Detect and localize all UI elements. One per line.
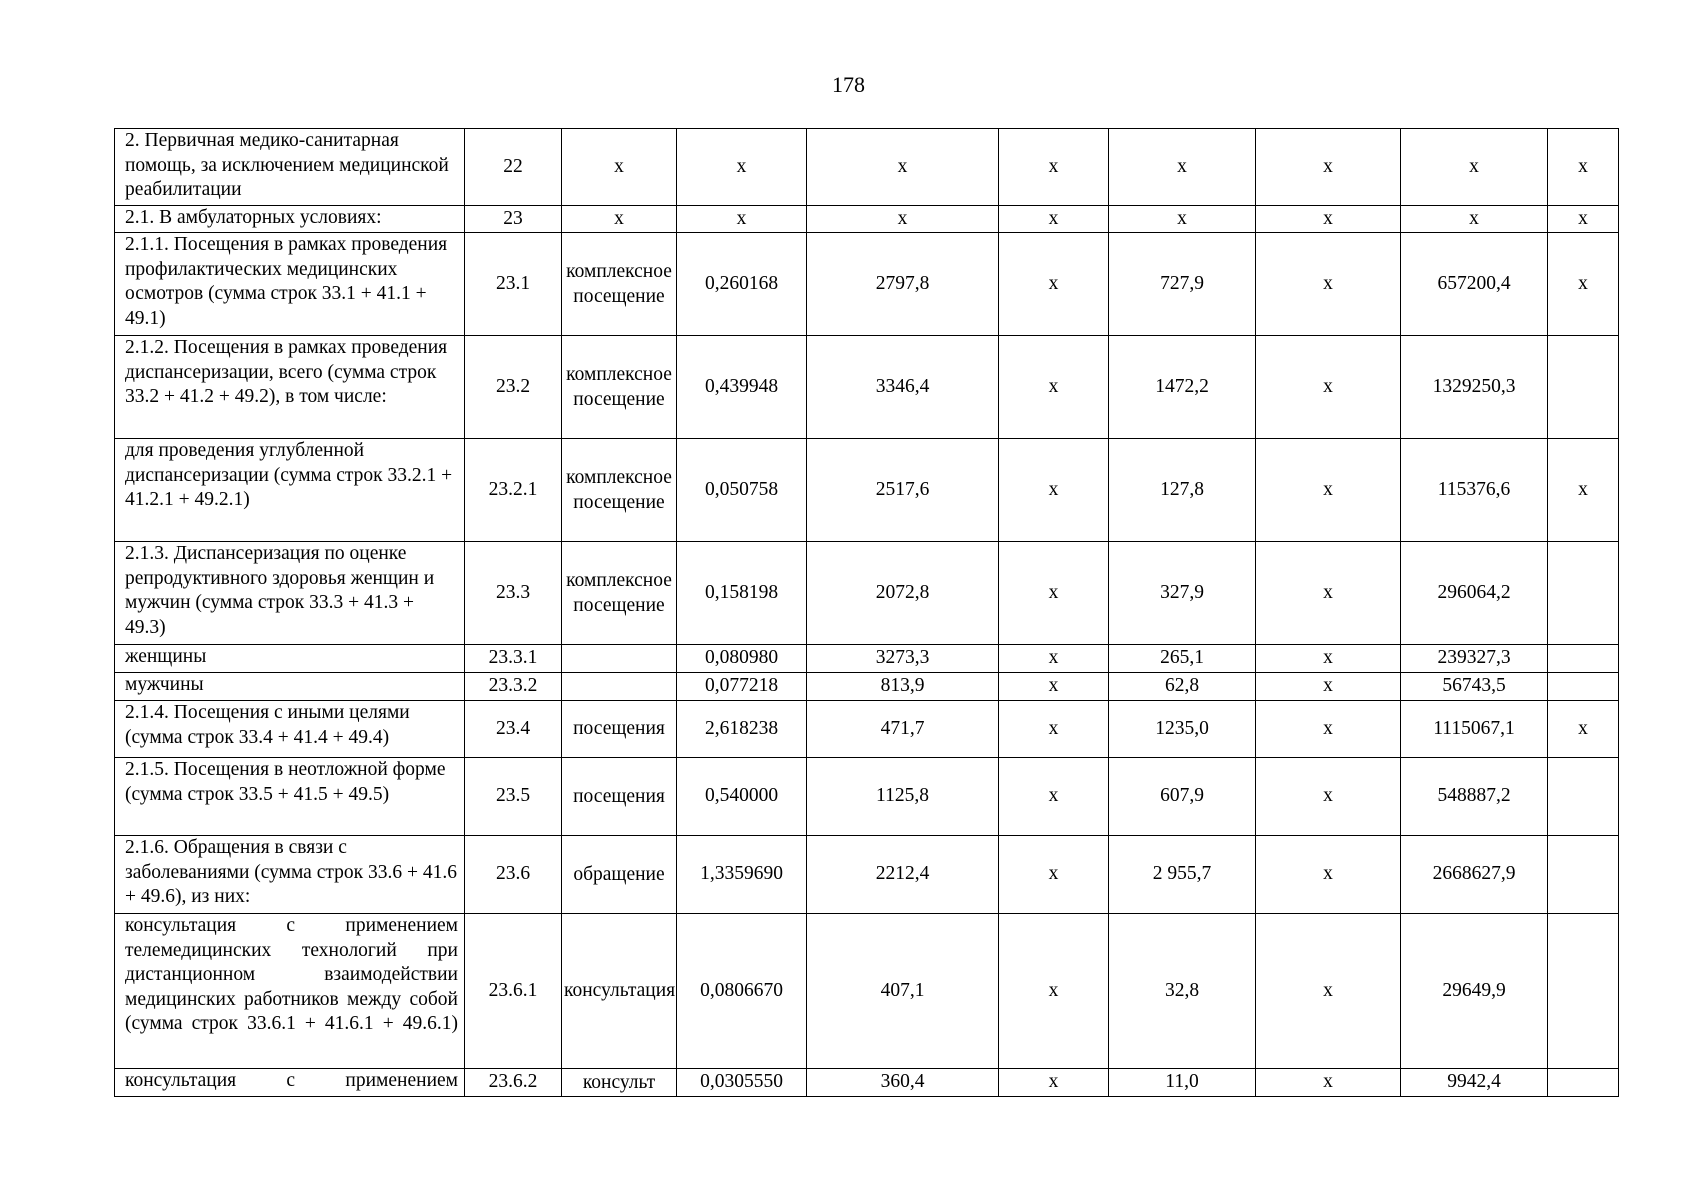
- row-cell: 1472,2: [1109, 336, 1256, 439]
- row-name: женщины: [115, 645, 465, 673]
- row-name: 2.1.5. Посещения в неотложной форме (сумма строк 33.5 + 41.5 + 49.5): [115, 758, 465, 836]
- row-cell: 11,0: [1109, 1069, 1256, 1097]
- row-cell: 1,3359690: [677, 836, 807, 914]
- row-name: 2.1.1. Посещения в рамках проведения профилактических медицинских осмотров (сумма строк 33.1 + 41.1 + 49.1): [115, 233, 465, 336]
- row-cell: х: [999, 542, 1109, 645]
- row-cell: х: [1109, 206, 1256, 233]
- row-unit: [562, 645, 677, 673]
- row-cell: х: [999, 233, 1109, 336]
- row-unit: комплексное посещение: [562, 233, 677, 336]
- row-cell: 2072,8: [807, 542, 999, 645]
- row-cell: [1548, 758, 1619, 836]
- table-row: [115, 673, 1619, 701]
- row-cell: х: [1256, 542, 1401, 645]
- row-number: 23.6: [465, 836, 562, 914]
- row-cell: 2,618238: [677, 701, 807, 758]
- row-cell: 265,1: [1109, 645, 1256, 673]
- row-name: 2.1.6. Обращения в связи с заболеваниями (сумма строк 33.6 + 41.6 + 49.6), из них:: [115, 836, 465, 914]
- row-cell: 471,7: [807, 701, 999, 758]
- row-cell: 2212,4: [807, 836, 999, 914]
- row-cell: х: [999, 336, 1109, 439]
- row-name: 2.1.4. Посещения с иными целями (сумма строк 33.4 + 41.4 + 49.4): [115, 701, 465, 758]
- row-cell: 0,260168: [677, 233, 807, 336]
- row-cell: 296064,2: [1401, 542, 1548, 645]
- table-row: [115, 336, 1619, 439]
- row-number: 23.6.1: [465, 914, 562, 1069]
- row-cell: х: [999, 758, 1109, 836]
- row-number: 23.6.2: [465, 1069, 562, 1097]
- page-number: 178: [832, 72, 865, 97]
- table-row: [115, 701, 1619, 758]
- row-unit: комплексное посещение: [562, 336, 677, 439]
- row-cell: 3346,4: [807, 336, 999, 439]
- row-cell: х: [1548, 233, 1619, 336]
- row-cell: 657200,4: [1401, 233, 1548, 336]
- row-number: 23.3.2: [465, 673, 562, 701]
- row-number: 22: [465, 129, 562, 206]
- row-cell: 2 955,7: [1109, 836, 1256, 914]
- row-cell: х: [1256, 836, 1401, 914]
- row-cell: 1115067,1: [1401, 701, 1548, 758]
- row-cell: 813,9: [807, 673, 999, 701]
- table-row: [115, 914, 1619, 1069]
- row-number: 23.1: [465, 233, 562, 336]
- row-cell: х: [999, 206, 1109, 233]
- row-name: консультация с применением телемедицинских технологий при дистанционном взаимодействии медицинских работников между собой (сумма строк 33.6.1 + 41.6.1 + 49.6.1): [115, 914, 465, 1069]
- row-cell: 62,8: [1109, 673, 1256, 701]
- row-unit: комплексное посещение: [562, 542, 677, 645]
- row-cell: х: [999, 701, 1109, 758]
- row-cell: 239327,3: [1401, 645, 1548, 673]
- table-row: [115, 758, 1619, 836]
- table-row: [115, 233, 1619, 336]
- row-cell: [1548, 1069, 1619, 1097]
- table-row: [115, 645, 1619, 673]
- row-unit: посещения: [562, 701, 677, 758]
- row-cell: х: [1109, 129, 1256, 206]
- row-cell: 9942,4: [1401, 1069, 1548, 1097]
- row-cell: х: [1256, 645, 1401, 673]
- row-cell: х: [999, 673, 1109, 701]
- table-row: [115, 206, 1619, 233]
- row-cell: 0,540000: [677, 758, 807, 836]
- row-name: мужчины: [115, 673, 465, 701]
- row-number: 23.2: [465, 336, 562, 439]
- row-cell: 56743,5: [1401, 673, 1548, 701]
- row-number: 23: [465, 206, 562, 233]
- row-cell: х: [1548, 129, 1619, 206]
- row-number: 23.3.1: [465, 645, 562, 673]
- row-unit: [562, 673, 677, 701]
- table-row: [115, 542, 1619, 645]
- row-cell: х: [999, 439, 1109, 542]
- row-cell: 727,9: [1109, 233, 1256, 336]
- row-cell: х: [1256, 1069, 1401, 1097]
- row-cell: х: [999, 129, 1109, 206]
- row-number: 23.4: [465, 701, 562, 758]
- row-cell: 0,0806670: [677, 914, 807, 1069]
- row-cell: 2668627,9: [1401, 836, 1548, 914]
- row-unit: консульт: [562, 1069, 677, 1097]
- row-cell: 2517,6: [807, 439, 999, 542]
- row-name: 2.1.2. Посещения в рамках проведения диспансеризации, всего (сумма строк 33.2 + 41.2 + 49.2), в том числе:: [115, 336, 465, 439]
- row-cell: 360,4: [807, 1069, 999, 1097]
- row-cell: 0,050758: [677, 439, 807, 542]
- row-cell: х: [1256, 439, 1401, 542]
- row-cell: 0,439948: [677, 336, 807, 439]
- row-unit: обращение: [562, 836, 677, 914]
- row-cell: х: [1256, 206, 1401, 233]
- row-cell: х: [999, 914, 1109, 1069]
- table-row: [115, 1069, 1619, 1097]
- row-cell: 607,9: [1109, 758, 1256, 836]
- row-cell: 1125,8: [807, 758, 999, 836]
- row-cell: х: [807, 129, 999, 206]
- row-cell: х: [677, 129, 807, 206]
- row-cell: х: [1256, 758, 1401, 836]
- row-cell: х: [1256, 914, 1401, 1069]
- row-cell: х: [677, 206, 807, 233]
- row-cell: [1548, 914, 1619, 1069]
- row-name: для проведения углубленной диспансеризации (сумма строк 33.2.1 + 41.2.1 + 49.2.1): [115, 439, 465, 542]
- row-cell: [1548, 542, 1619, 645]
- row-cell: 1329250,3: [1401, 336, 1548, 439]
- row-cell: х: [1256, 129, 1401, 206]
- row-cell: х: [1548, 701, 1619, 758]
- row-cell: х: [999, 836, 1109, 914]
- row-cell: х: [1548, 439, 1619, 542]
- row-name: 2. Первичная медико-санитарная помощь, за исключением медицинской реабилитации: [115, 129, 465, 206]
- row-unit: х: [562, 206, 677, 233]
- row-cell: 115376,6: [1401, 439, 1548, 542]
- table-row: [115, 439, 1619, 542]
- row-cell: х: [1548, 206, 1619, 233]
- row-unit: х: [562, 129, 677, 206]
- row-cell: 0,0305550: [677, 1069, 807, 1097]
- row-cell: 548887,2: [1401, 758, 1548, 836]
- row-name: 2.1. В амбулаторных условиях:: [115, 206, 465, 233]
- row-number: 23.2.1: [465, 439, 562, 542]
- row-number: 23.3: [465, 542, 562, 645]
- row-cell: х: [1401, 129, 1548, 206]
- row-cell: 29649,9: [1401, 914, 1548, 1069]
- row-cell: х: [1256, 701, 1401, 758]
- row-cell: 1235,0: [1109, 701, 1256, 758]
- row-unit: комплексное посещение: [562, 439, 677, 542]
- row-cell: 0,080980: [677, 645, 807, 673]
- services-table: [114, 128, 1619, 1097]
- row-cell: [1548, 336, 1619, 439]
- row-name: 2.1.3. Диспансеризация по оценке репродуктивного здоровья женщин и мужчин (сумма строк 33.3 + 41.3 + 49.3): [115, 542, 465, 645]
- row-cell: х: [807, 206, 999, 233]
- row-cell: 0,077218: [677, 673, 807, 701]
- row-number: 23.5: [465, 758, 562, 836]
- row-cell: 32,8: [1109, 914, 1256, 1069]
- row-cell: [1548, 673, 1619, 701]
- row-cell: [1548, 645, 1619, 673]
- row-cell: х: [1256, 673, 1401, 701]
- row-cell: 327,9: [1109, 542, 1256, 645]
- row-cell: 127,8: [1109, 439, 1256, 542]
- row-cell: х: [1256, 336, 1401, 439]
- row-cell: [1548, 836, 1619, 914]
- row-cell: 0,158198: [677, 542, 807, 645]
- row-cell: х: [1401, 206, 1548, 233]
- row-name: консультация с применением: [115, 1069, 465, 1097]
- row-cell: х: [999, 645, 1109, 673]
- row-unit: консультация: [562, 914, 677, 1069]
- row-cell: х: [999, 1069, 1109, 1097]
- table-row: [115, 129, 1619, 206]
- row-unit: посещения: [562, 758, 677, 836]
- row-cell: 2797,8: [807, 233, 999, 336]
- row-cell: х: [1256, 233, 1401, 336]
- row-cell: 407,1: [807, 914, 999, 1069]
- table-row: [115, 836, 1619, 914]
- row-cell: 3273,3: [807, 645, 999, 673]
